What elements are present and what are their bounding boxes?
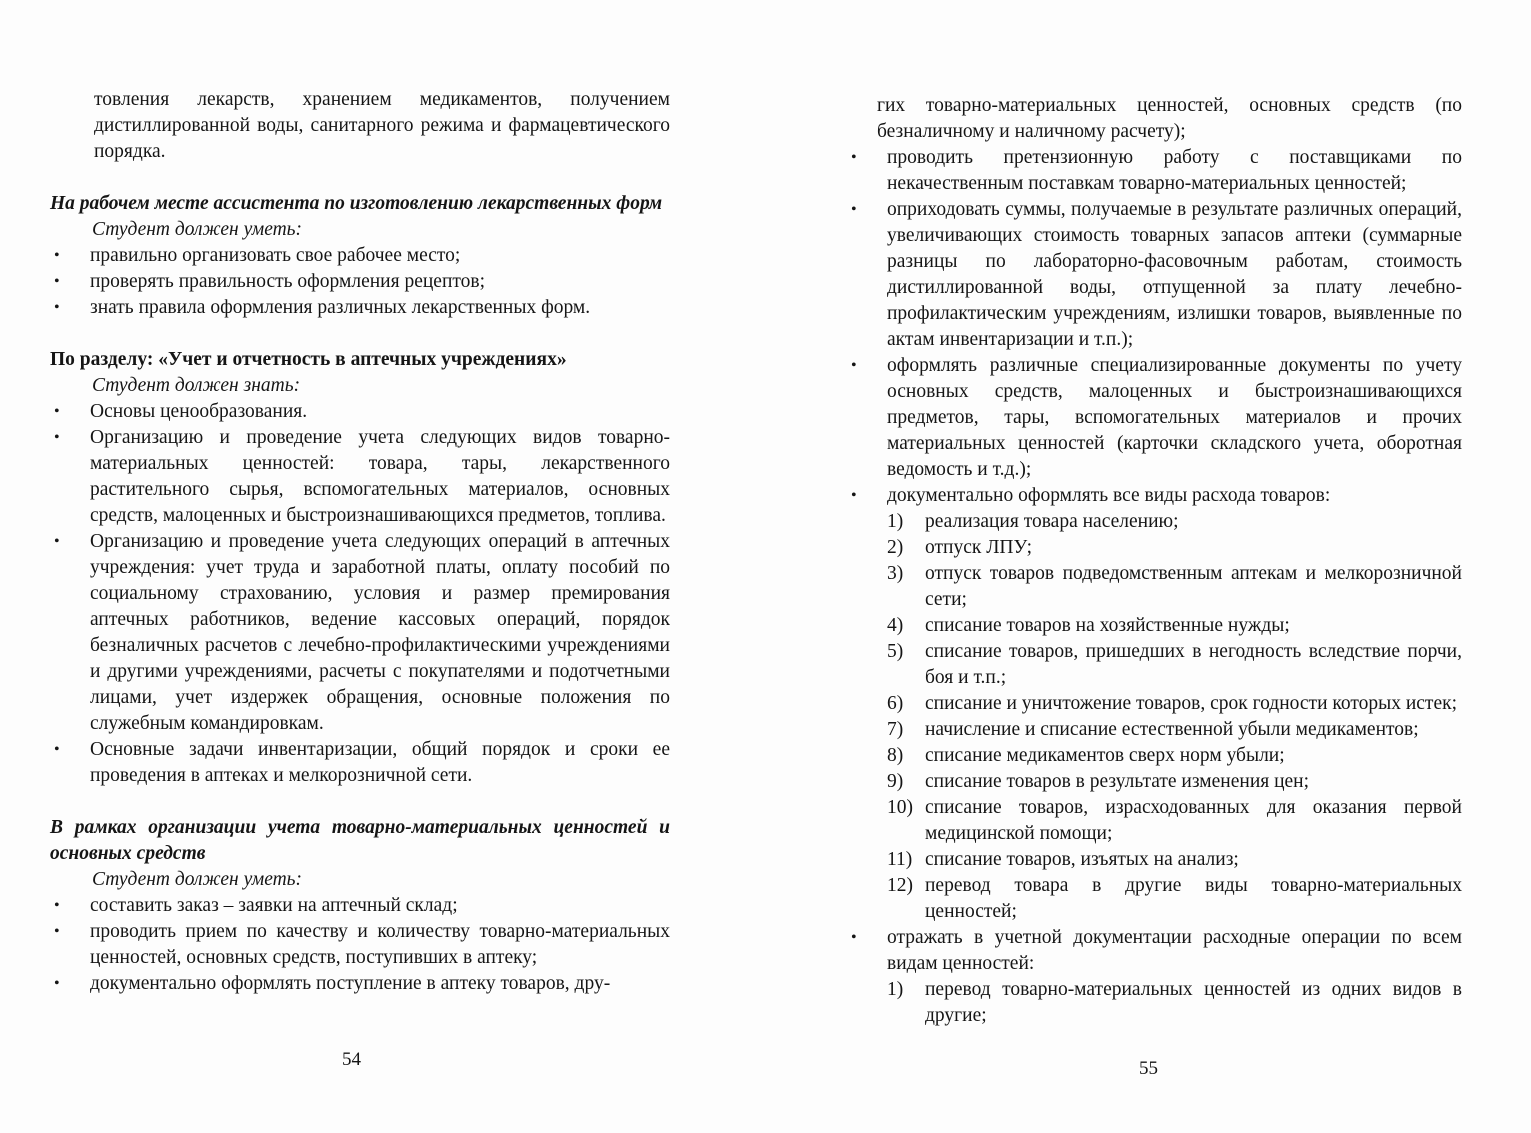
numbered-item [887,847,1462,873]
numbered-item [887,717,1462,743]
section-heading: По разделу: «Учет и отчетность в аптечных учреждениях» [50,349,567,370]
numbered-item [887,873,1462,925]
bullet-item: • оприходовать суммы, получаемые в результате различных операций, увеличивающих стоимость товарных запасов аптеки (суммарные разницы по лабораторно-фасовочным работам, стоимость дистиллированной воды, отпущенной за плату лечебно-профилактическим учреждениям, излишки товаров, выявленные по актам инвентаризации и т.п.); [847,197,1462,353]
expense-numbered-list [847,509,1462,925]
item-number: 1) [887,511,904,532]
numbered-item [887,769,1462,795]
item-number: 11) [887,849,913,870]
bullet-item: • отражать в учетной документации расходные операции по всем видам ценностей: [847,925,1462,977]
bullet-item: • проводить претензионную работу с поставщиками по некачественным поставкам товарно-материальных ценностей; [847,145,1462,197]
item-text: списание товаров, изъятых на анализ; [925,849,1239,870]
item-text: начисление и списание естественной убыли медикаментов; [925,719,1419,740]
page-number: 54 [342,1049,361,1070]
numbered-item [887,509,1462,535]
right-page-text [847,93,1462,1029]
item-text: списание товаров, пришедших в негодность вследствие порчи, боя и т.п.; [925,641,1462,688]
bullet-item: • Основные задачи инвентаризации, общий порядок и сроки ее проведения в аптеках и мелкорозничной сети. [50,737,670,789]
item-number: 6) [887,693,904,714]
item-text: списание и уничтожение товаров, срок годности которых истек; [925,693,1458,714]
numbered-item [887,977,1462,1029]
item-text: списание товаров на хозяйственные нужды; [925,615,1290,636]
bullet-item: • проверять правильность оформления рецептов; [50,269,670,295]
bullet-item: • Организацию и проведение учета следующих видов товарно-материальных ценностей: товара, тары, лекарственного растительного сырья, вспомогательных материалов, основных средств, малоценных и быстроизнашивающихся предметов, топлива. [50,425,670,529]
transfer-numbered-list [847,977,1462,1029]
item-number: 1) [887,979,904,1000]
bullet-item: • оформлять различные специализированные документы по учету основных средств, малоценных и быстроизнашивающихся предметов, тары, вспомогательных материалов и прочих материальных ценностей (карточки складского учета, оборотная ведомость и т.д.); [847,353,1462,483]
bullet-item: • составить заказ – заявки на аптечный склад; [50,893,670,919]
item-number: 10) [887,797,913,818]
bullet-item: • Организацию и проведение учета следующих операций в аптечных учреждения: учет труда и заработной платы, оплату пособий по социальному страхованию, условия и размер премирования аптечных работников, ведение кассовых операций, порядок безналичных расчетов с лечебно-профилактическими учреждениями и другими учреждениями, расчеты с покупателями и подотчетными лицами, учет издержек обращения, основные положения по служебным командировкам. [50,529,670,737]
numbered-item [887,795,1462,847]
numbered-item [887,743,1462,769]
item-number: 2) [887,537,904,558]
bullet-list [50,243,670,321]
bullet-item: • документально оформлять поступление в аптеку товаров, дру- [50,971,670,997]
item-text: списание медикаментов сверх норм убыли; [925,745,1285,766]
section-heading: На рабочем месте ассистента по изготовлению лекарственных форм [50,193,663,214]
section-heading: В рамках организации учета товарно-материальных ценностей и основных средств [50,817,670,864]
section-subheading: Студент должен знать: [92,375,301,396]
continued-paragraph: гих товарно-материальных ценностей, основных средств (по безналичному и наличному расчету); [877,95,1462,142]
continued-paragraph: товления лекарств, хранением медикаментов, получением дистиллированной воды, санитарного режима и фармацевтического порядка. [94,89,670,162]
item-number: 7) [887,719,904,740]
item-text: перевод товарно-материальных ценностей из одних видов в другие; [925,979,1462,1026]
bullet-list [50,893,670,997]
left-page-text [50,87,670,997]
item-text: списание товаров, израсходованных для оказания первой медицинской помощи; [925,797,1462,844]
section-subheading: Студент должен уметь: [92,869,303,890]
bullet-item: • Основы ценообразования. [50,399,670,425]
item-number: 3) [887,563,904,584]
bullet-list [847,925,1462,977]
item-text: перевод товара в другие виды товарно-материальных ценностей; [925,875,1462,922]
right-page [765,0,1531,1133]
item-number: 8) [887,745,904,766]
item-number: 5) [887,641,904,662]
bullet-list [50,399,670,789]
numbered-item [887,561,1462,613]
item-number: 9) [887,771,904,792]
left-page [0,0,765,1133]
numbered-item [887,691,1462,717]
numbered-item [887,535,1462,561]
numbered-item [887,613,1462,639]
bullet-item: • проводить прием по качеству и количеству товарно-материальных ценностей, основных средств, поступивших в аптеку; [50,919,670,971]
item-text: реализация товара населению; [925,511,1179,532]
section-subheading: Студент должен уметь: [92,219,303,240]
item-text: отпуск товаров подведомственным аптекам и мелкорозничной сети; [925,563,1462,610]
bullet-item: • знать правила оформления различных лекарственных форм. [50,295,670,321]
item-number: 4) [887,615,904,636]
item-text: отпуск ЛПУ; [925,537,1032,558]
page-number: 55 [1139,1058,1158,1079]
bullet-list [847,145,1462,509]
item-number: 12) [887,875,913,896]
item-text: списание товаров в результате изменения цен; [925,771,1310,792]
bullet-item: • документально оформлять все виды расхода товаров: [847,483,1462,509]
bullet-item: • правильно организовать свое рабочее место; [50,243,670,269]
numbered-item [887,639,1462,691]
